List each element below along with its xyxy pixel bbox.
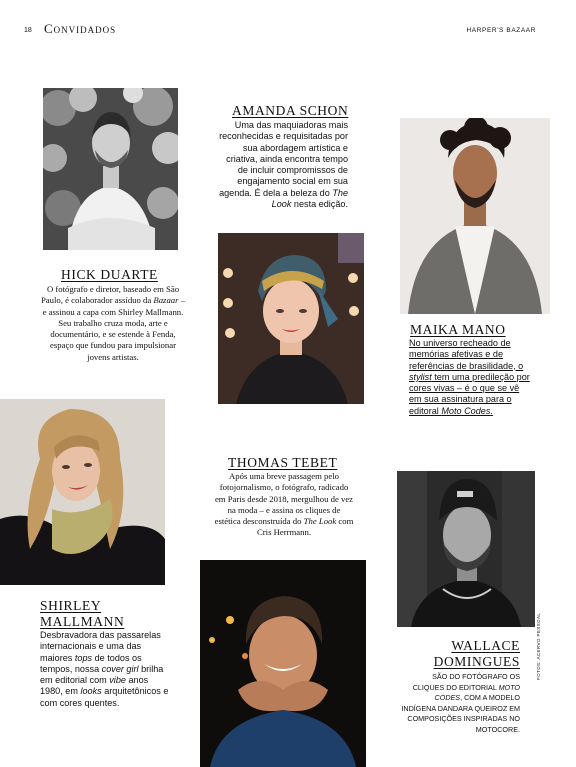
hick-duarte-photo — [43, 88, 178, 250]
wallace-domingues-photo — [397, 471, 535, 627]
maika-mano-photo — [400, 118, 550, 314]
shirley-mallmann-name: SHIRLEY MALLMANN — [40, 598, 125, 629]
thomas-tebet-photo — [200, 560, 366, 767]
hick-duarte-bio: O fotógrafo e diretor, baseado em São Paulo, é colaborador assíduo da Bazaar – e assinou a capa com Shirley Mallmann. Seu trabalho cruza moda, arte e documentário, e se estende à Fenda, espaço que fundou para impulsionar jovens artistas. — [40, 284, 186, 362]
hick-duarte-name: HICK DUARTE — [61, 267, 158, 282]
shirley-mallmann-bio: Desbravadora das passarelas internacionais e uma das maiores tops de todos os tempos, nossa cover girl brilha em editorial com vibe anos 1980, em looks arquitetônicos e com cores quentes. — [40, 630, 169, 708]
thomas-tebet-name: THOMAS TEBET — [228, 455, 338, 470]
maika-mano-bio: No universo recheado de memórias afetivas e de referências de brasilidade, o stylist tem uma predileção por cores vivas – é o que se vê em sua assinatura para o editoral Moto Codes. — [409, 338, 530, 416]
wallace-domingues-name: WALLACE DOMINGUES — [433, 638, 520, 669]
maika-mano-name: MAIKA MANO — [410, 322, 506, 337]
wallace-domingues-bio: SÃO DO FOTÓGRAFO OS CLIQUES DO EDITORIAL MOTO CODES, COM A MODELO INDÍGENA DANDARA QUEIROZ EM COMPOSIÇÕES INSPIRADAS NO MOTOCORE. — [401, 672, 520, 734]
page-number: 18 — [24, 27, 32, 34]
amanda-schon-name: AMANDA SCHON — [232, 103, 349, 118]
shirley-mallmann-photo — [0, 399, 165, 585]
magazine-name: HARPER'S BAZAAR — [466, 27, 536, 34]
thomas-tebet-bio: Após uma breve passagem pelo fotojornalismo, o fotógrafo, radicado em Paris desde 2018, mergulhou de vez na moda – e assina os cliques de estética desconstruída do The Look com Cris Herrmann. — [214, 471, 354, 538]
section-title: Convidados — [44, 21, 117, 36]
amanda-schon-photo — [218, 233, 364, 404]
amanda-schon-bio: Uma das maquiadoras mais reconhecidas e requisitadas por sua abordagem artística e criativa, ainda encontra tempo de incluir compromissos de engajamento social em sua agenda. É dela a beleza do The Look nesta edição. — [219, 120, 348, 210]
photo-credit: FOTOS: ACERVO PESSOAL — [536, 612, 541, 680]
